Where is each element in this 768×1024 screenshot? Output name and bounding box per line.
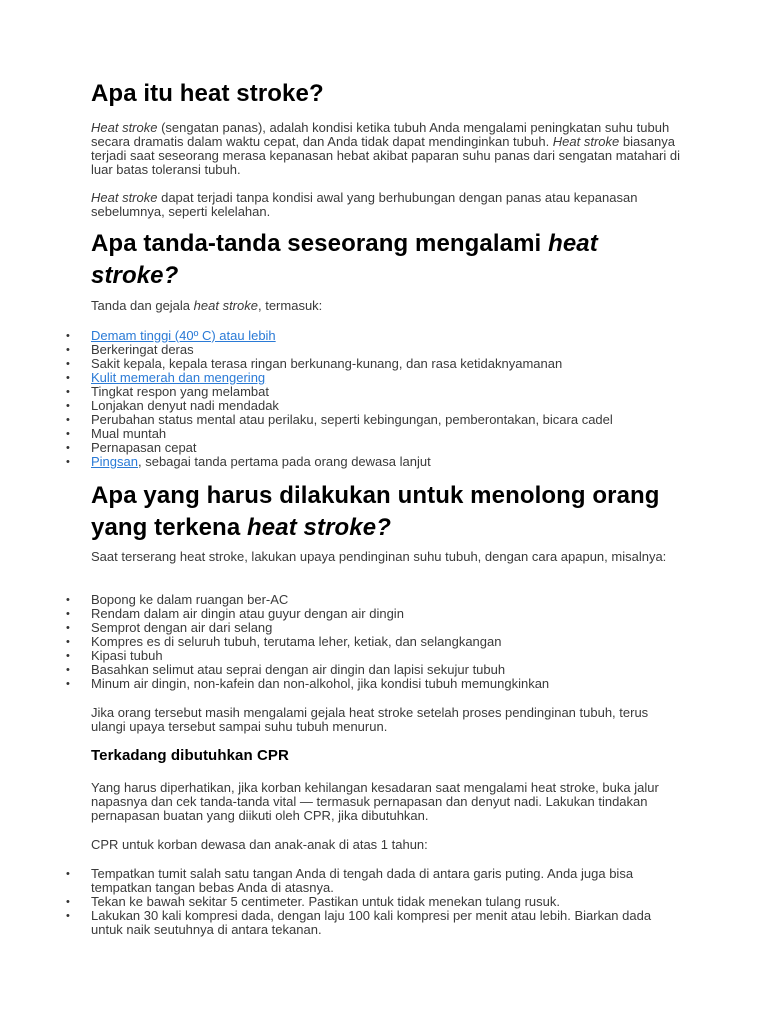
list-item: • Lakukan 30 kali kompresi dada, dengan laju 100 kali kompresi per menit atau lebih. Biarkan dada untuk naik seutuhnya di antara tekanan.	[91, 909, 681, 937]
heading-text: Apa tanda-tanda seseorang mengalami	[91, 230, 549, 257]
list-item: • Minum air dingin, non-kafein dan non-alkohol, jika kondisi tubuh memungkinkan	[91, 677, 681, 691]
list-item: • Tekan ke bawah sekitar 5 centimeter. Pastikan untuk tidak menekan tulang rusuk.	[91, 895, 681, 909]
list-item: • Semprot dengan air dari selang	[91, 621, 681, 635]
heading-what-is-heat-stroke: Apa itu heat stroke?	[91, 80, 324, 107]
list-item: • Tempatkan tumit salah satu tangan Anda di tengah dada di antara garis puting. Anda juga bisa tempatkan tangan bebas Anda di atasnya.	[91, 867, 681, 895]
list-item: • Pernapasan cepat	[91, 441, 681, 455]
term-heat-stroke: Heat stroke	[91, 120, 158, 135]
term-heat-stroke: Heat stroke	[91, 190, 158, 205]
list-item: • Sakit kepala, kepala terasa ringan berkunang-kunang, dan rasa ketidaknyamanan	[91, 357, 681, 371]
list-item[interactable]	[91, 329, 681, 343]
list-item[interactable]	[91, 371, 681, 385]
list-item: • Tingkat respon yang melambat	[91, 385, 681, 399]
list-item: • Kompres es di seluruh tubuh, terutama leher, ketiak, dan selangkangan	[91, 635, 681, 649]
symptoms-list	[91, 329, 681, 469]
heading-italic-text: heat stroke?	[91, 230, 598, 289]
list-item: • Lonjakan denyut nadi mendadak	[91, 399, 681, 413]
text-span: Tanda dan gejala	[91, 298, 194, 313]
list-item: • Kipasi tubuh	[91, 649, 681, 663]
text-span: , termasuk:	[257, 298, 323, 313]
term-heat-stroke: Heat stroke	[552, 134, 620, 149]
link-red-dry-skin[interactable]: Kulit memerah dan mengering	[91, 370, 266, 385]
list-item: • Basahkan selimut atau seprai dengan air dingin dan lapisi sekujur tubuh	[91, 663, 681, 677]
list-item: • Mual muntah	[91, 427, 681, 441]
link-high-fever[interactable]: Demam tinggi (40º C) atau lebih	[91, 328, 276, 343]
list-item: • Rendam dalam air dingin atau guyur dengan air dingin	[91, 607, 681, 621]
term-heat-stroke: heat stroke	[193, 298, 258, 313]
paragraph-cpr-audience: CPR untuk korban dewasa dan anak-anak di atas 1 tahun:	[91, 837, 428, 852]
heading-text: Apa yang harus dilakukan untuk menolong orang yang terkena	[91, 482, 660, 541]
list-item[interactable]	[91, 455, 681, 469]
cooling-steps-list	[91, 593, 681, 691]
text-span: , sebagai tanda pertama pada orang dewasa lanjut	[137, 454, 431, 469]
heading-signs	[91, 228, 681, 292]
heading-what-to-do	[91, 480, 681, 544]
list-item: • Bopong ke dalam ruangan ber-AC	[91, 593, 681, 607]
list-item: • Perubahan status mental atau perilaku, seperti kebingungan, pemberontakan, bicara cadel	[91, 413, 681, 427]
paragraph-definition	[91, 121, 681, 177]
paragraph-repeat-cooling: Jika orang tersebut masih mengalami gejala heat stroke setelah proses pendinginan tubuh, terus ulangi upaya tersebut sampai suhu tubuh menurun.	[91, 705, 649, 734]
paragraph-no-precondition	[91, 191, 681, 219]
heading-cpr: Terkadang dibutuhkan CPR	[91, 747, 289, 764]
list-item: • Berkeringat deras	[91, 343, 681, 357]
text-span: (sengatan panas), adalah kondisi ketika tubuh Anda mengalami peningkatan suhu tubuh secara dramatis dalam waktu cepat, dan Anda tidak dapat mendinginkan tubuh.	[91, 120, 670, 149]
cpr-steps-list	[91, 867, 681, 937]
paragraph-cooling-intro: Saat terserang heat stroke, lakukan upaya pendinginan suhu tubuh, dengan cara apapun, misalnya:	[91, 549, 667, 564]
link-fainting[interactable]: Pingsan	[91, 454, 138, 469]
text-span: dapat terjadi tanpa kondisi awal yang berhubungan dengan panas atau kepanasan sebelumnya, seperti kelelahan.	[91, 190, 638, 219]
text-span: biasanya terjadi saat seseorang merasa kepanasan hebat akibat paparan suhu panas dari sengatan matahari di luar batas toleransi tubuh.	[91, 134, 681, 177]
paragraph-signs-intro	[91, 299, 681, 313]
heading-italic-text: heat stroke?	[247, 514, 391, 541]
paragraph-cpr-intro: Yang harus diperhatikan, jika korban kehilangan kesadaran saat mengalami heat stroke, buka jalur napasnya dan cek tanda-tanda vital — termasuk pernapasan dan denyut nadi. Lakukan tindakan pernapasan buatan yang diikuti oleh CPR, jika dibutuhkan.	[91, 780, 659, 823]
